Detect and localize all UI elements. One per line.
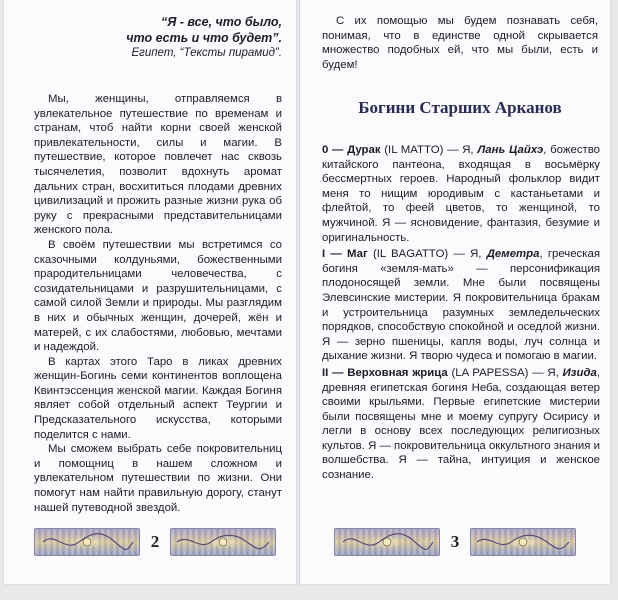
intro-paragraph: С их помощью мы будем познавать себя, понимая, что в единстве одной скрывается множество подобных ей, что мы были, есть и будем! (322, 15, 598, 71)
card-text: , греческая богиня «земля-мать» — персонификация плодоносящей земли. Мне были посвящены Элевсинские мистерии. Я покровительница бракам и устроительница разумных земледельческих порядков, способствую спокойной и оседлой жизни. Я — зерно пшеницы, капля воды, луч солнца и дыхание жизни. Я творю чудеса и помогаю в магии. (322, 248, 600, 363)
left-page (4, 0, 296, 584)
goddess-name: Лань Цайхэ (477, 144, 544, 156)
card-title: II — Верховная жрица (322, 366, 448, 379)
left-body-text (34, 92, 282, 515)
goddess-name: Изида (562, 366, 597, 379)
card-separator: — Я, (532, 366, 559, 379)
card-text: , божество китайского пантеона, входящая в восьмёрку бессмертных героев. Народный фольклор видит меня то нищим юродивым с кастаньетами и флейтой, то феей цветов, то женщиной, то мужчиной. Я — ясновидение, фантазия, безумие и оригинальность. (322, 144, 601, 244)
right-intro (322, 14, 598, 72)
paragraph: В своём путешествии мы встретимся со сказочными колдуньями, божественными прародительницами человечества, с созидательницами и разрушительницами, с самой силой Земли и природы. Мы разглядим в них и обычных женщин, дочерей, жён и матерей, с их слабостями, любовью, мечтами и надеждой. (34, 238, 282, 354)
decorative-ornament-icon (34, 528, 140, 556)
card-entry (322, 247, 600, 364)
right-footer (334, 527, 576, 557)
paragraph: В картах этого Таро в ликах древних женщин-Богинь семи континентов воплощена Квинтэссенция женской магии. Каждая Богиня являет собой отдельный аспект Теургии и Предсказательного искусства, которыми поделится с нами. (34, 355, 282, 441)
card-latin-name: (IL BAGATTO) (372, 248, 449, 261)
card-entry (322, 143, 600, 245)
right-page (300, 0, 610, 584)
page-number: 2 (150, 532, 160, 551)
page-number: 3 (450, 532, 460, 551)
card-separator: — Я, (447, 144, 474, 156)
left-footer (34, 527, 276, 557)
decorative-ornament-icon (334, 528, 440, 556)
section-heading: Богини Старших Арканов (358, 98, 562, 117)
goddess-name: Деметра (486, 248, 540, 261)
card-title: 0 — Дурак (322, 144, 381, 156)
card-descriptions (322, 143, 600, 485)
card-title: I — Маг (322, 248, 368, 261)
card-latin-name: (IL MATTO) (384, 144, 444, 156)
decorative-ornament-icon (470, 528, 576, 556)
decorative-ornament-icon (170, 528, 276, 556)
epigraph-source: Египет, “Тексты пирамид”. (131, 47, 282, 59)
card-separator: — Я, (453, 248, 482, 261)
card-latin-name: (LA PAPESSA) (451, 366, 529, 379)
paragraph: Мы, женщины, отправляемся в увлекательное путешествие по временам и странам, чтоб найти корни своей женской привлекательности, силы и магии. В путешествие, которое повлечет нас сквозь тысячелетия, позволит вдохнуть аромат дальних стран, восхититься плодами древних цивилизаций и прожить разные жизни рука об руку с прекрасными представительницами женского пола. (34, 93, 282, 237)
epigraph-quote-line2: что есть и что будет”. (126, 31, 282, 45)
epigraph-quote-line1: “Я - все, что было, (160, 15, 282, 29)
paragraph: Мы сможем выбрать себе покровительниц и помощниц в нашем сложном и увлекательном путешествии по жизни. Они помогут нам найти правильную дорогу, станут нашей путеводной звездой. (34, 443, 282, 514)
card-entry (322, 366, 600, 483)
epigraph (52, 14, 282, 61)
card-text: , древняя египетская богиня Неба, создающая ветер своими крыльями. Первые египетские мистерии были посвящены мне и моему супругу Осирису и легли в основу всех последующих религиозных культов. Я — покровительница оккультного знания и волшебства. Я — тайна, интуиция и женское сознание. (322, 366, 600, 482)
